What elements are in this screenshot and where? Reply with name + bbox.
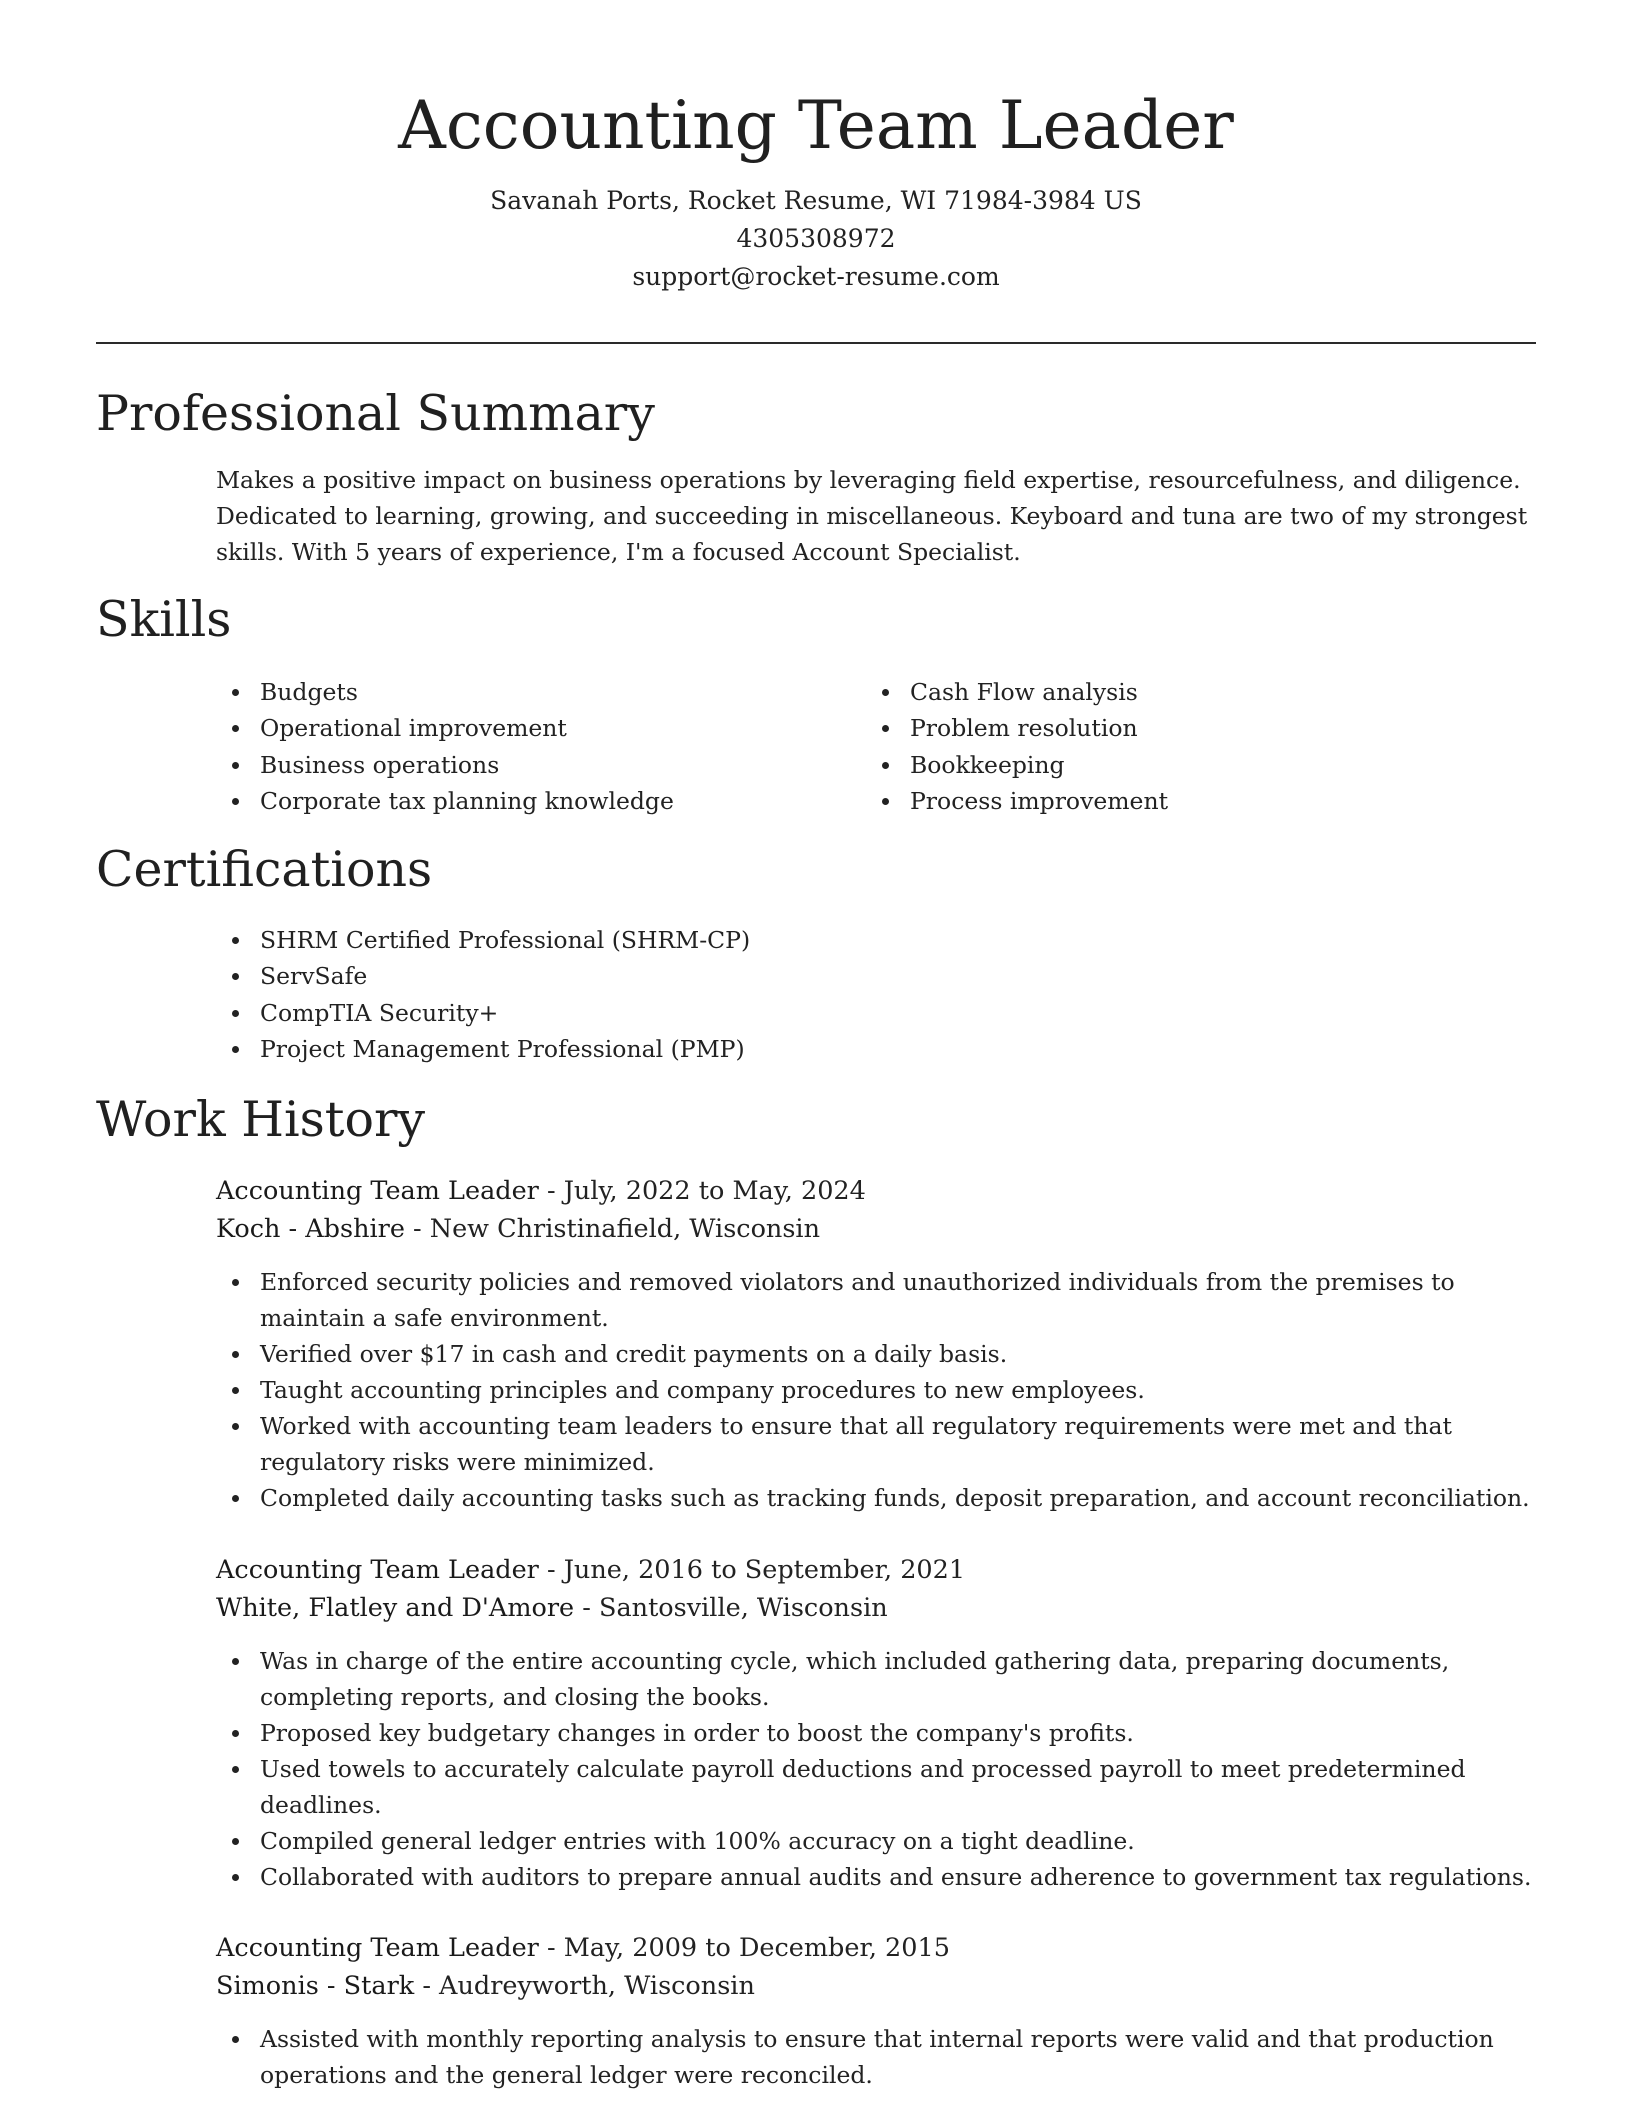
skill-item: Cash Flow analysis [866, 674, 1506, 710]
job-title: Accounting Team Leader [216, 1176, 539, 1206]
skill-item: Problem resolution [866, 710, 1506, 746]
skill-item: Corporate tax planning knowledge [216, 783, 856, 819]
summary-heading: Professional Summary [96, 385, 655, 442]
job-bullet: Proposed key budgetary changes in order to boost the company's profits. [216, 1715, 1536, 1751]
job-company: Koch - Abshire [216, 1214, 405, 1244]
job-location: Audreyworth, Wisconsin [439, 1971, 755, 2001]
job-bullet: Collaborated with auditors to prepare annual audits and ensure adherence to government tax regulations. [216, 1859, 1536, 1895]
job-location: Santosville, Wisconsin [598, 1593, 888, 1623]
job-bullet: Verified over $17 in cash and credit payments on a daily basis. [216, 1336, 1536, 1372]
job-title: Accounting Team Leader [216, 1933, 539, 1963]
contact-phone: 4305308972 [736, 224, 896, 253]
certifications-list [216, 922, 1536, 1067]
job-bullet: Used towels to accurately calculate payroll deductions and processed payroll to meet predetermined deadlines. [216, 1751, 1536, 1823]
job-company: Simonis - Stark [216, 1971, 415, 2001]
job-bullet: Completed daily accounting tasks such as tracking funds, deposit preparation, and account reconciliation. [216, 1480, 1536, 1516]
job-entry [216, 1929, 1536, 2093]
job-title-line: Accounting Team Leader - July, 2022 to May, 2024 [216, 1176, 866, 1206]
work-history-heading: Work History [96, 1091, 426, 1148]
job-entry [216, 1551, 1536, 1895]
job-bullet: Was in charge of the entire accounting cycle, which included gathering data, preparing documents, completing reports, and closing the books. [216, 1643, 1536, 1715]
resume-header [0, 80, 1632, 296]
job-company-line: Simonis - Stark - Audreyworth, Wisconsin [216, 1971, 755, 2001]
job-title: Accounting Team Leader [216, 1555, 539, 1585]
certification-item: Project Management Professional (PMP) [216, 1031, 1536, 1067]
job-bullets [216, 1643, 1536, 1895]
job-dates: July, 2022 to May, 2024 [563, 1176, 866, 1206]
job-dates: May, 2009 to December, 2015 [563, 1933, 950, 1963]
skill-item: Budgets [216, 674, 856, 710]
header-divider [96, 342, 1536, 344]
skill-item: Operational improvement [216, 710, 856, 746]
job-location: New Christinafield, Wisconsin [429, 1214, 821, 1244]
skills-list-right [866, 674, 1506, 819]
job-company: White, Flatley and D'Amore [216, 1593, 575, 1623]
contact-address: Savanah Ports, Rocket Resume, WI 71984-3984 US [490, 186, 1142, 215]
contact-block [0, 182, 1632, 296]
job-bullet: Compiled general ledger entries with 100% accuracy on a tight deadline. [216, 1823, 1536, 1859]
certification-item: CompTIA Security+ [216, 995, 1536, 1031]
job-entry [216, 1172, 1536, 1516]
skills-list-left [216, 674, 856, 819]
skills-heading: Skills [96, 591, 232, 648]
certifications-heading: Certifications [96, 841, 433, 898]
job-company-line: Koch - Abshire - New Christinafield, Wisconsin [216, 1214, 821, 1244]
job-dates: June, 2016 to September, 2021 [563, 1555, 966, 1585]
job-bullet: Worked with accounting team leaders to ensure that all regulatory requirements were met and that regulatory risks were minimized. [216, 1408, 1536, 1480]
job-title-line: Accounting Team Leader - June, 2016 to September, 2021 [216, 1555, 966, 1585]
summary-text: Makes a positive impact on business operations by leveraging field expertise, resourcefulness, and diligence. Dedicated to learning, growing, and succeeding in miscellaneous. Keyboard and tuna are two of my strongest skills. With 5 years of experience, I'm a focused Account Specialist. [216, 466, 1528, 566]
job-bullet: Assisted with monthly reporting analysis to ensure that internal reports were valid and that production operations and the general ledger were reconciled. [216, 2021, 1536, 2093]
certification-item: SHRM Certified Professional (SHRM-CP) [216, 922, 1536, 958]
job-company-line: White, Flatley and D'Amore - Santosville, Wisconsin [216, 1593, 888, 1623]
resume-title: Accounting Team Leader [398, 87, 1234, 164]
skill-item: Process improvement [866, 783, 1506, 819]
certification-item: ServSafe [216, 958, 1536, 994]
job-title-line: Accounting Team Leader - May, 2009 to December, 2015 [216, 1933, 950, 1963]
job-bullet: Taught accounting principles and company procedures to new employees. [216, 1372, 1536, 1408]
job-bullets [216, 2021, 1536, 2093]
job-bullet: Enforced security policies and removed violators and unauthorized individuals from the premises to maintain a safe environment. [216, 1264, 1536, 1336]
job-bullets [216, 1264, 1536, 1516]
skill-item: Bookkeeping [866, 747, 1506, 783]
skill-item: Business operations [216, 747, 856, 783]
contact-email: support@rocket-resume.com [632, 262, 1000, 291]
